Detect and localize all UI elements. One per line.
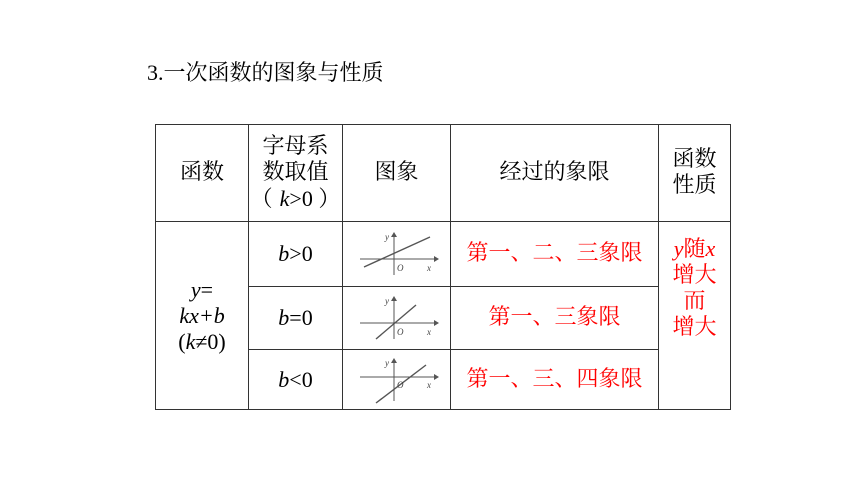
- table-row: [156, 222, 731, 287]
- linear-function-table: [155, 124, 731, 410]
- section-title: [147, 58, 384, 89]
- graph-b-positive: [343, 222, 451, 287]
- condition-b-positive: b>0: [249, 222, 343, 287]
- function-expression: y= kx+b (k≠0): [156, 222, 249, 410]
- graph-b-zero: [343, 287, 451, 350]
- svg-text:x: x: [426, 327, 431, 337]
- svg-text:O: O: [396, 327, 403, 337]
- svg-text:y: y: [384, 232, 389, 242]
- header-function: 函数: [156, 125, 249, 222]
- header-graph: 图象: [343, 125, 451, 222]
- condition-b-zero: b=0: [249, 287, 343, 350]
- quadrants-b-zero: 第一、三象限: [451, 287, 659, 350]
- svg-text:O: O: [396, 379, 403, 390]
- svg-text:y: y: [384, 296, 389, 306]
- quadrants-b-positive: 第一、二、三象限: [451, 222, 659, 287]
- header-property: 函数 性质: [659, 125, 731, 222]
- quadrants-b-negative: 第一、三、四象限: [451, 350, 659, 410]
- header-quadrants: 经过的象限: [451, 125, 659, 222]
- section-number: 3.: [147, 60, 164, 85]
- header-coefficient: 字母系 数取值 （ k>0 ）: [249, 125, 343, 222]
- header-row: [156, 125, 731, 222]
- function-property: y随x 增大 而 增大: [659, 222, 731, 410]
- svg-text:x: x: [426, 379, 431, 390]
- graph-b-negative: [343, 350, 451, 410]
- svg-text:O: O: [396, 263, 403, 273]
- svg-text:x: x: [426, 263, 431, 273]
- section-title-text: 一次函数的图象与性质: [163, 61, 384, 86]
- condition-b-negative: b<0: [249, 350, 343, 410]
- svg-text:y: y: [384, 357, 389, 368]
